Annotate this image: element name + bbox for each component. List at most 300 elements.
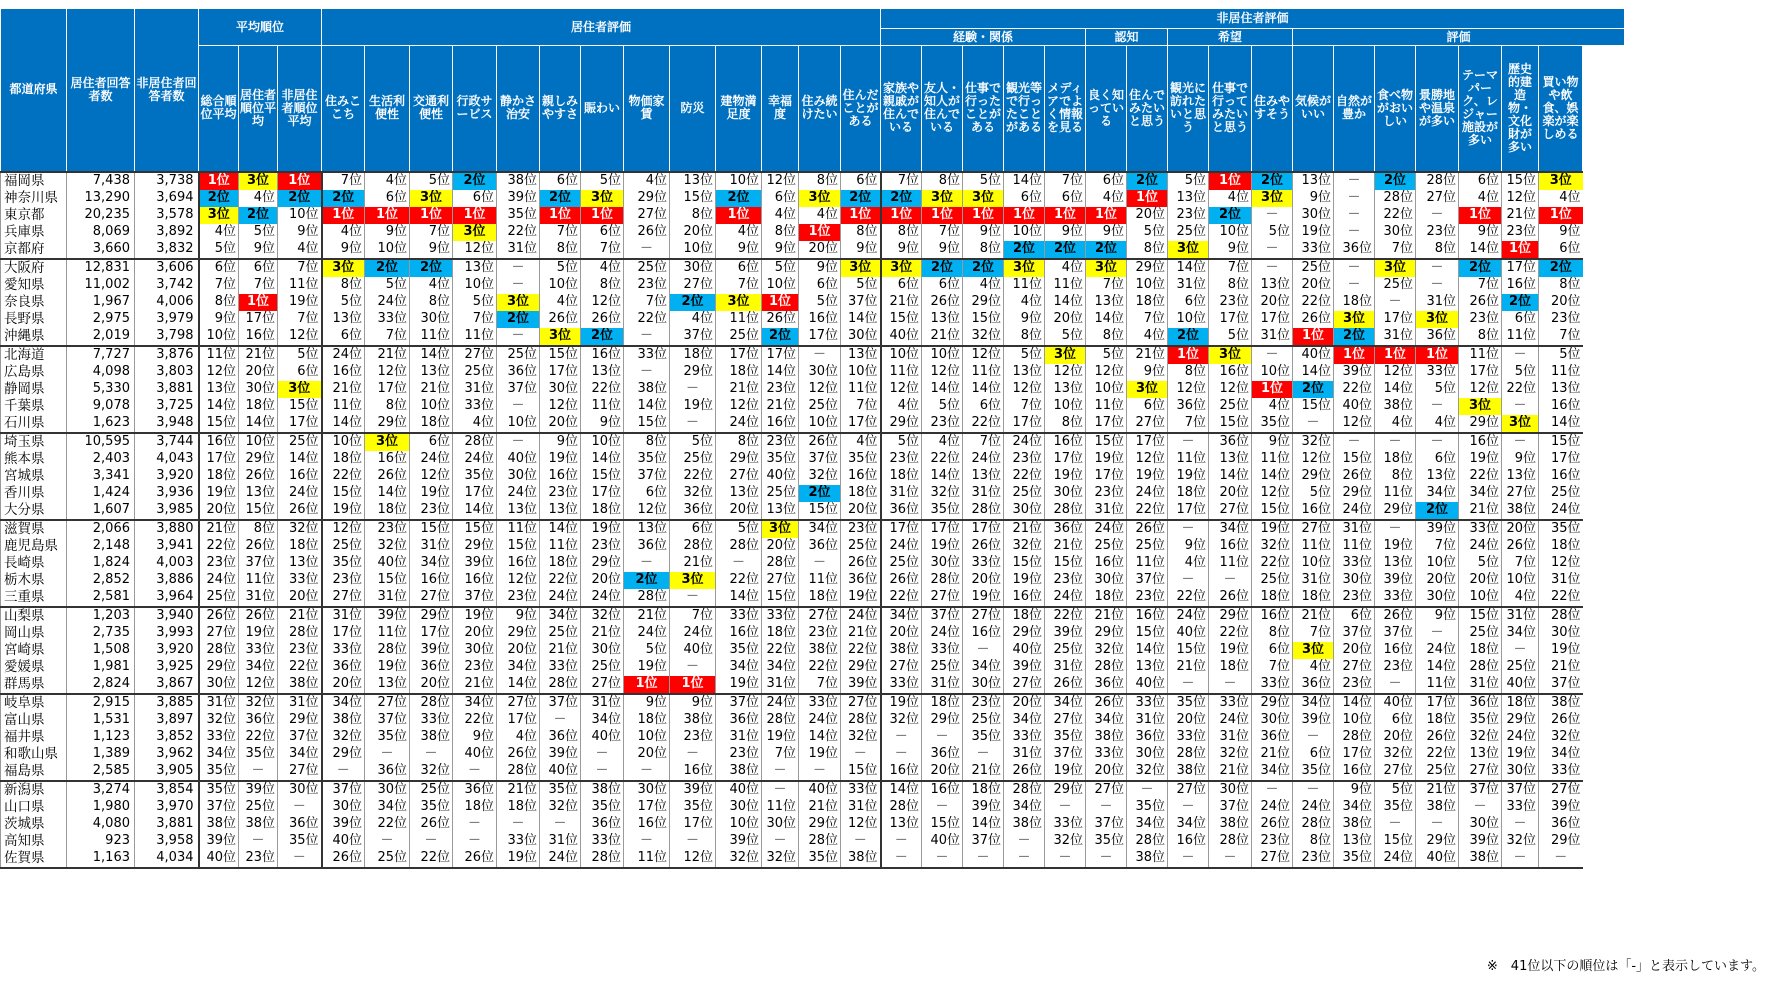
rank-cell: 28位 xyxy=(1168,746,1209,763)
rank-cell: 26位 xyxy=(1045,676,1086,694)
rank-cell: 1位 xyxy=(624,676,670,694)
pref-cell: 長野県 xyxy=(1,311,67,328)
rank-cell: 7位 xyxy=(670,607,716,625)
rank-cell: － xyxy=(453,833,497,850)
rank-cell: 15位 xyxy=(365,572,410,589)
count-cell: 2,852 xyxy=(67,572,135,589)
rank-cell: 26位 xyxy=(799,433,841,451)
rank-cell: 7位 xyxy=(1459,277,1502,294)
rank-cell: 36位 xyxy=(1168,398,1209,415)
table-row xyxy=(1,277,1625,294)
rank-cell: 14位 xyxy=(453,502,497,520)
rank-cell: 36位 xyxy=(881,502,922,520)
rank-cell: － xyxy=(1334,277,1375,294)
rank-cell: 24位 xyxy=(1334,502,1375,520)
rank-cell: 16位 xyxy=(239,328,278,346)
rank-cell: 36位 xyxy=(670,502,716,520)
rank-cell: 27位 xyxy=(1045,712,1086,729)
rank-cell: － xyxy=(1375,433,1416,451)
rank-cell: 11位 xyxy=(365,625,410,642)
rank-cell: 30位 xyxy=(922,555,963,572)
rank-cell: 14位 xyxy=(762,364,799,381)
table-row xyxy=(1,538,1625,555)
rank-cell: 5位 xyxy=(1539,346,1583,364)
rank-cell: 11位 xyxy=(239,572,278,589)
rank-cell: 18位 xyxy=(453,799,497,816)
rank-cell: 35位 xyxy=(1334,850,1375,868)
pref-header: 都道府県 xyxy=(1,9,67,172)
rank-cell: 22位 xyxy=(1168,589,1209,607)
rank-cell: 25位 xyxy=(239,799,278,816)
count-cell: 4,034 xyxy=(135,850,199,868)
rank-cell: 18位 xyxy=(278,538,322,555)
rank-cell: 8位 xyxy=(1168,364,1209,381)
rank-cell: 33位 xyxy=(453,398,497,415)
rank-cell: 39位 xyxy=(1539,799,1583,816)
rank-cell: 8位 xyxy=(1459,328,1502,346)
rank-cell: 25位 xyxy=(922,659,963,676)
count-cell: 3,979 xyxy=(135,311,199,328)
count-cell: 3,920 xyxy=(135,468,199,485)
rank-cell: 40位 xyxy=(322,833,365,850)
rank-cell: 25位 xyxy=(581,659,624,676)
rank-cell: 23位 xyxy=(1502,224,1539,241)
rank-cell: 13位 xyxy=(624,520,670,538)
rank-cell: 32位 xyxy=(365,538,410,555)
rank-cell: 17位 xyxy=(540,364,581,381)
rank-cell: 12位 xyxy=(1086,364,1127,381)
rank-cell: 24位 xyxy=(881,538,922,555)
rank-cell: 15位 xyxy=(1086,433,1127,451)
rank-cell: 10位 xyxy=(799,415,841,433)
rank-cell: 34位 xyxy=(278,746,322,763)
rank-cell: 31位 xyxy=(199,694,239,712)
rank-cell: 33位 xyxy=(497,833,540,850)
rank-cell: 25位 xyxy=(1539,485,1583,502)
rank-cell: 38位 xyxy=(1168,763,1209,781)
rank-cell: 35位 xyxy=(963,729,1004,746)
rank-cell: 20位 xyxy=(278,589,322,607)
rank-cell: 1位 xyxy=(540,207,581,224)
rank-cell: － xyxy=(1334,172,1375,190)
rank-cell: 24位 xyxy=(841,607,881,625)
rank-cell: 21位 xyxy=(1045,538,1086,555)
rank-cell: 22位 xyxy=(1459,468,1502,485)
rank-cell: 20位 xyxy=(716,502,762,520)
pref-cell: 愛媛県 xyxy=(1,659,67,676)
rank-cell: 35位 xyxy=(1168,694,1209,712)
rank-cell: 27位 xyxy=(762,572,799,589)
rank-cell: 10位 xyxy=(239,433,278,451)
rank-cell: － xyxy=(1168,520,1209,538)
rank-cell: 12位 xyxy=(1334,415,1375,433)
rank-cell: 33位 xyxy=(1086,746,1127,763)
rank-cell: 22位 xyxy=(497,224,540,241)
rank-cell: 11位 xyxy=(1086,398,1127,415)
rank-cell: 23位 xyxy=(1004,451,1045,468)
rank-cell: 11位 xyxy=(322,398,365,415)
rank-cell: 12位 xyxy=(799,381,841,398)
pref-cell: 大分県 xyxy=(1,502,67,520)
rank-cell: 9位 xyxy=(762,241,799,259)
rank-cell: － xyxy=(1416,625,1459,642)
rank-cell: 15位 xyxy=(841,763,881,781)
rank-cell: 3位 xyxy=(716,294,762,311)
table-row xyxy=(1,729,1625,746)
rank-cell: 36位 xyxy=(799,538,841,555)
rank-cell: 31位 xyxy=(1539,572,1583,589)
rank-cell: 23位 xyxy=(1416,224,1459,241)
rank-cell: 22位 xyxy=(716,572,762,589)
rank-cell: 21位 xyxy=(963,763,1004,781)
rank-cell: 24位 xyxy=(278,485,322,502)
rank-cell: 28位 xyxy=(410,694,453,712)
rank-cell: 7位 xyxy=(239,277,278,294)
rank-cell: 12位 xyxy=(410,468,453,485)
rank-cell: 12位 xyxy=(365,364,410,381)
footnote: ※ 41位以下の順位は「-」と表示しています。 xyxy=(1486,959,1765,974)
rank-cell: 7位 xyxy=(624,294,670,311)
rank-cell: 24位 xyxy=(1459,538,1502,555)
rank-cell: 13位 xyxy=(365,676,410,694)
rank-cell: 4位 xyxy=(1127,328,1168,346)
count-cell: 3,905 xyxy=(135,763,199,781)
rank-cell: 32位 xyxy=(762,850,799,868)
rank-cell: 33位 xyxy=(199,729,239,746)
rank-cell: 29位 xyxy=(410,607,453,625)
rank-cell: 29位 xyxy=(716,451,762,468)
rank-cell: 1位 xyxy=(716,207,762,224)
rank-cell: 12位 xyxy=(670,850,716,868)
rank-cell: 16位 xyxy=(799,311,841,328)
rank-cell: 22位 xyxy=(540,572,581,589)
rank-cell: 29位 xyxy=(199,659,239,676)
rank-cell: 4位 xyxy=(410,277,453,294)
rank-cell: 8位 xyxy=(1045,415,1086,433)
rank-cell: 37位 xyxy=(1539,676,1583,694)
rank-cell: 32位 xyxy=(963,328,1004,346)
rank-cell: 33位 xyxy=(1416,364,1459,381)
rank-cell: 35位 xyxy=(922,502,963,520)
rank-cell: 1位 xyxy=(322,207,365,224)
rank-cell: 22位 xyxy=(762,642,799,659)
rank-cell: 18位 xyxy=(963,781,1004,799)
rank-cell: 4位 xyxy=(1375,415,1416,433)
count-cell: 1,424 xyxy=(67,485,135,502)
rank-cell: 34位 xyxy=(799,520,841,538)
rank-cell: 24位 xyxy=(497,485,540,502)
rank-cell: － xyxy=(1502,816,1539,833)
rank-cell: 33位 xyxy=(841,781,881,799)
rank-cell: 31位 xyxy=(497,241,540,259)
rank-cell: 14位 xyxy=(841,311,881,328)
rank-cell: 5位 xyxy=(963,172,1004,190)
rank-cell: － xyxy=(922,799,963,816)
rank-cell: 5位 xyxy=(841,277,881,294)
rank-cell: 6位 xyxy=(365,190,410,207)
count-cell: 3,970 xyxy=(135,799,199,816)
rank-cell: 18位 xyxy=(1086,589,1127,607)
rank-cell: 1位 xyxy=(841,207,881,224)
rank-cell: 17位 xyxy=(1539,451,1583,468)
rank-cell: 7位 xyxy=(1502,555,1539,572)
rank-cell: － xyxy=(1168,572,1209,589)
rank-cell: 29位 xyxy=(881,415,922,433)
rank-cell: 6位 xyxy=(624,485,670,502)
rank-cell: 38位 xyxy=(1502,502,1539,520)
rank-cell: 39位 xyxy=(365,607,410,625)
rank-cell: 27位 xyxy=(278,763,322,781)
count-cell: 1,508 xyxy=(67,642,135,659)
count-cell: 1,163 xyxy=(67,850,135,868)
rank-cell: 38位 xyxy=(716,763,762,781)
rank-cell: 28位 xyxy=(1004,781,1045,799)
rank-cell: 16位 xyxy=(670,763,716,781)
rank-cell: 30位 xyxy=(716,799,762,816)
rank-cell: 2位 xyxy=(278,190,322,207)
rank-cell: － xyxy=(278,850,322,868)
rank-cell: 18位 xyxy=(762,625,799,642)
rank-cell: 28位 xyxy=(799,833,841,850)
rank-cell: 24位 xyxy=(1416,642,1459,659)
rank-cell: 15位 xyxy=(1375,833,1416,850)
rank-cell: 1位 xyxy=(1045,207,1086,224)
rank-cell: 24位 xyxy=(410,451,453,468)
rank-cell: 22位 xyxy=(278,659,322,676)
rank-cell: 16位 xyxy=(1127,607,1168,625)
rank-cell: 13位 xyxy=(497,502,540,520)
rank-cell: 32位 xyxy=(799,468,841,485)
rank-cell: 29位 xyxy=(1416,833,1459,850)
rank-cell: 27位 xyxy=(365,694,410,712)
rank-cell: 20位 xyxy=(881,625,922,642)
rank-cell: 35位 xyxy=(1086,833,1127,850)
rank-cell: 9位 xyxy=(322,241,365,259)
rank-cell: 34位 xyxy=(1459,485,1502,502)
rank-cell: 16位 xyxy=(453,572,497,589)
rank-cell: 40位 xyxy=(1004,642,1045,659)
rank-cell: － xyxy=(1293,781,1334,799)
rank-cell: 13位 xyxy=(410,364,453,381)
rank-cell: 34位 xyxy=(881,607,922,625)
rank-cell: 35位 xyxy=(716,642,762,659)
rank-cell: 6位 xyxy=(799,277,841,294)
rank-cell: 9位 xyxy=(1004,311,1045,328)
rank-cell: 19位 xyxy=(540,451,581,468)
rank-cell: 31位 xyxy=(1459,676,1502,694)
count-cell: 4,098 xyxy=(67,364,135,381)
rank-cell: － xyxy=(540,816,581,833)
rank-cell: 22位 xyxy=(799,659,841,676)
count-cell: 9,078 xyxy=(67,398,135,415)
rank-cell: 16位 xyxy=(1168,833,1209,850)
count-cell: 5,330 xyxy=(67,381,135,398)
rank-cell: 32位 xyxy=(239,694,278,712)
rank-cell: 36位 xyxy=(1416,328,1459,346)
rank-cell: 20位 xyxy=(1252,294,1293,311)
rank-cell: 5位 xyxy=(670,433,716,451)
count-cell: 3,742 xyxy=(135,277,199,294)
rank-cell: 34位 xyxy=(1252,763,1293,781)
rank-cell: － xyxy=(1004,833,1045,850)
rank-cell: 14位 xyxy=(799,729,841,746)
rank-cell: 19位 xyxy=(1459,451,1502,468)
rank-cell: － xyxy=(841,746,881,763)
rank-cell: 4位 xyxy=(1252,398,1293,415)
rank-cell: 34位 xyxy=(540,607,581,625)
column-header-12: 防災 xyxy=(670,46,716,172)
rank-cell: 13位 xyxy=(1004,364,1045,381)
rank-cell: 26位 xyxy=(497,746,540,763)
rank-cell: 13位 xyxy=(278,555,322,572)
rank-cell: 28位 xyxy=(762,712,799,729)
rank-cell: 19位 xyxy=(1539,642,1583,659)
rank-cell: 4位 xyxy=(322,224,365,241)
count-cell: 2,915 xyxy=(67,694,135,712)
rank-cell: － xyxy=(540,712,581,729)
column-header-30: 景勝地や温泉が多い xyxy=(1416,46,1459,172)
rank-cell: 2位 xyxy=(1127,172,1168,190)
rank-cell: 26位 xyxy=(624,224,670,241)
rank-cell: 28位 xyxy=(1293,816,1334,833)
column-header-20: 観光等で行ったことがある xyxy=(1004,46,1045,172)
rank-cell: 31位 xyxy=(922,676,963,694)
table-row xyxy=(1,485,1625,502)
table-row xyxy=(1,224,1625,241)
rank-cell: 5位 xyxy=(1375,781,1416,799)
rank-cell: 35位 xyxy=(1045,729,1086,746)
rank-cell: 22位 xyxy=(1539,589,1583,607)
rank-cell: 5位 xyxy=(1416,381,1459,398)
rank-cell: 30位 xyxy=(1086,572,1127,589)
count-cell: 3,852 xyxy=(135,729,199,746)
rank-cell: 7位 xyxy=(1045,172,1086,190)
rank-cell: 1位 xyxy=(365,207,410,224)
rank-cell: 21位 xyxy=(365,346,410,364)
rank-cell: 27位 xyxy=(799,607,841,625)
rank-cell: － xyxy=(881,833,922,850)
rank-cell: 23位 xyxy=(762,381,799,398)
rank-cell: 30位 xyxy=(624,781,670,799)
rank-cell: 32位 xyxy=(1045,833,1086,850)
column-header-17: 家族や親戚が住んでいる xyxy=(881,46,922,172)
rank-cell: 16位 xyxy=(1539,398,1583,415)
rank-cell: 34位 xyxy=(410,555,453,572)
rank-cell: 32位 xyxy=(1209,746,1252,763)
pref-cell: 神奈川県 xyxy=(1,190,67,207)
rank-cell: 29位 xyxy=(624,190,670,207)
rank-cell: 26位 xyxy=(239,538,278,555)
rank-cell: 31位 xyxy=(278,694,322,712)
count-cell: 1,967 xyxy=(67,294,135,311)
rank-cell: 23位 xyxy=(1334,589,1375,607)
rank-cell: 31位 xyxy=(841,799,881,816)
rank-cell: 11位 xyxy=(581,398,624,415)
table-row xyxy=(1,763,1625,781)
rank-cell: 24位 xyxy=(1252,799,1293,816)
rank-cell: 40位 xyxy=(497,451,540,468)
rank-cell: 27位 xyxy=(1459,763,1502,781)
rank-cell: 8位 xyxy=(799,172,841,190)
table-row xyxy=(1,625,1625,642)
rank-cell: 26位 xyxy=(410,816,453,833)
rank-cell: 19位 xyxy=(199,485,239,502)
rank-cell: 20位 xyxy=(1209,485,1252,502)
rank-cell: 13位 xyxy=(1045,381,1086,398)
rank-cell: 10位 xyxy=(1459,589,1502,607)
rank-cell: 35位 xyxy=(581,799,624,816)
rank-cell: 30位 xyxy=(1459,816,1502,833)
rank-cell: 13位 xyxy=(1375,555,1416,572)
rank-cell: 10位 xyxy=(410,398,453,415)
rank-cell: 17位 xyxy=(497,712,540,729)
rank-cell: 36位 xyxy=(1252,729,1293,746)
rank-cell: 5位 xyxy=(278,346,322,364)
rank-cell: 16位 xyxy=(1252,607,1293,625)
rank-cell: 3位 xyxy=(1459,398,1502,415)
rank-cell: 12位 xyxy=(453,241,497,259)
rank-cell: 1位 xyxy=(453,207,497,224)
count-cell: 3,725 xyxy=(135,398,199,415)
rank-cell: 24位 xyxy=(322,346,365,364)
rank-cell: 17位 xyxy=(1334,746,1375,763)
rank-cell: 14位 xyxy=(1127,642,1168,659)
rank-cell: 38位 xyxy=(624,381,670,398)
rank-cell: 25位 xyxy=(322,538,365,555)
rank-cell: 34位 xyxy=(1293,694,1334,712)
rank-cell: 18位 xyxy=(1127,294,1168,311)
rank-cell: 3位 xyxy=(1375,259,1416,277)
rank-cell: 19位 xyxy=(716,676,762,694)
rank-cell: 21位 xyxy=(1127,346,1168,364)
rank-cell: 13位 xyxy=(1416,468,1459,485)
rank-cell: － xyxy=(1252,781,1293,799)
rank-cell: 14位 xyxy=(199,398,239,415)
rank-cell: 35位 xyxy=(453,468,497,485)
rank-cell: 19位 xyxy=(841,589,881,607)
rank-cell: 6位 xyxy=(716,259,762,277)
rank-cell: 16位 xyxy=(762,415,799,433)
rank-cell: 19位 xyxy=(922,538,963,555)
rank-cell: 32位 xyxy=(322,729,365,746)
rank-cell: 10位 xyxy=(922,346,963,364)
rank-cell: 9位 xyxy=(1293,190,1334,207)
table-row xyxy=(1,781,1625,799)
rank-cell: 8位 xyxy=(1375,468,1416,485)
count-cell: 2,735 xyxy=(67,625,135,642)
rank-cell: 25位 xyxy=(540,625,581,642)
rank-cell: 33位 xyxy=(239,642,278,659)
rank-cell: － xyxy=(1416,207,1459,224)
rank-cell: 24位 xyxy=(453,451,497,468)
rank-cell: 28位 xyxy=(1416,172,1459,190)
rank-cell: 6位 xyxy=(199,259,239,277)
rank-cell: 12位 xyxy=(1375,364,1416,381)
count-cell: 2,585 xyxy=(67,763,135,781)
rank-cell: 36位 xyxy=(1086,676,1127,694)
rank-cell: － xyxy=(624,328,670,346)
count-cell: 3,578 xyxy=(135,207,199,224)
rank-cell: 3位 xyxy=(963,190,1004,207)
rank-cell: 1位 xyxy=(278,172,322,190)
rank-cell: 14位 xyxy=(1086,311,1127,328)
rank-cell: 35位 xyxy=(365,729,410,746)
rank-cell: － xyxy=(1252,259,1293,277)
rank-cell: 37位 xyxy=(1375,625,1416,642)
rank-cell: 6位 xyxy=(453,190,497,207)
rank-cell: 3位 xyxy=(199,207,239,224)
rank-cell: 14位 xyxy=(239,415,278,433)
